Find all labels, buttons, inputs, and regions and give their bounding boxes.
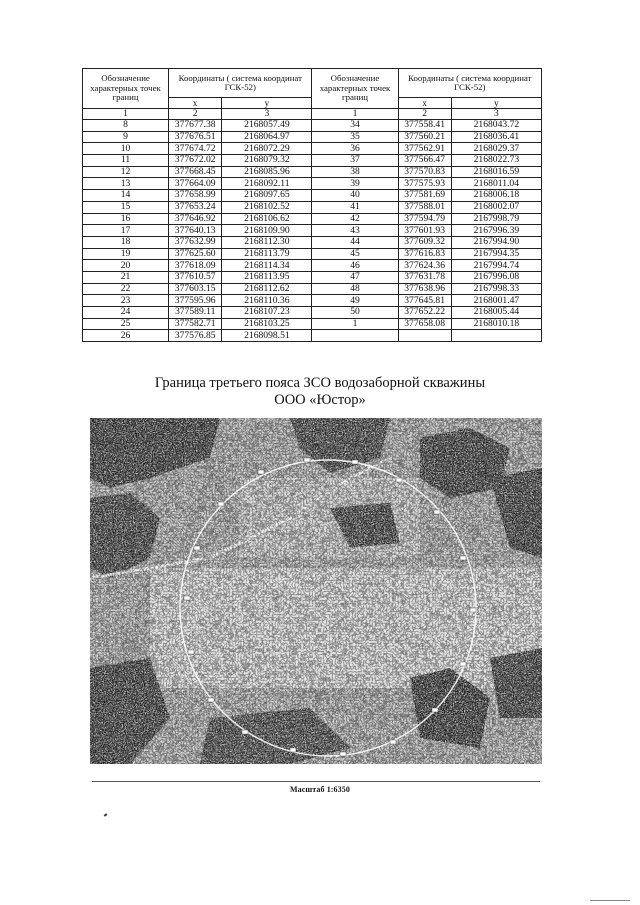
coord-y-cell: 2168085.96 [222,166,312,178]
point-id-cell: 8 [83,120,169,132]
coord-x-cell: 377646.92 [169,213,222,225]
coord-y-cell: 2168102.52 [222,201,312,213]
coord-y-cell: 2167994.35 [451,248,541,260]
coord-y-cell: 2168006.18 [451,190,541,202]
coord-y-cell: 2168103.25 [222,318,312,330]
table-row [83,143,542,155]
map-title: Граница третьего пояса ЗСО водозаборной скважины [154,375,486,391]
point-id-cell: 40 [312,190,398,202]
coord-y-cell: 2168005.44 [451,307,541,319]
table-row [83,190,542,202]
table-row [83,131,542,143]
point-id-cell: 46 [312,260,398,272]
footer-rule [590,900,630,901]
coord-x-cell: 377558.41 [398,120,451,132]
point-id-cell: 20 [83,260,169,272]
coord-x-cell: 377668.45 [169,166,222,178]
coord-x-cell: 377631.78 [398,271,451,283]
coord-x-cell: 377618.09 [169,260,222,272]
coord-y-cell: 2168079.32 [222,155,312,167]
header-x-right: x [398,98,451,109]
point-id-cell: 16 [83,213,169,225]
coord-y-cell: 2168010.18 [451,318,541,330]
coord-x-cell: 377610.57 [169,271,222,283]
header-y-left: y [222,98,312,109]
point-id-cell: 26 [83,330,169,342]
coord-y-cell: 2168011.04 [451,178,541,190]
point-id-cell: 14 [83,190,169,202]
coord-x-cell: 377601.93 [398,225,451,237]
coord-x-cell: 377570.83 [398,166,451,178]
table-row [83,166,542,178]
table-row [83,236,542,248]
col-number: 3 [222,109,312,120]
coord-x-cell: 377581.69 [398,190,451,202]
coord-y-cell: 2167994.74 [451,260,541,272]
table-row [83,201,542,213]
scale-divider [92,781,540,782]
aerial-map-image [90,418,542,764]
point-id-cell: 25 [83,318,169,330]
point-id-cell: 42 [312,213,398,225]
coord-x-cell: 377625.60 [169,248,222,260]
col-number: 1 [83,109,169,120]
header-coords-right: Координаты ( система координат ГСК-52) [398,69,541,98]
coord-x-cell: 377653.24 [169,201,222,213]
table-row [83,283,542,295]
coord-x-cell: 377575.93 [398,178,451,190]
point-id-cell: 41 [312,201,398,213]
point-id-cell: 49 [312,295,398,307]
point-id-cell: 1 [312,318,398,330]
point-id-cell: 37 [312,155,398,167]
point-id-cell: 36 [312,143,398,155]
coord-y-cell: 2168064.97 [222,131,312,143]
coord-x-cell: 377589.11 [169,307,222,319]
point-id-cell: 21 [83,271,169,283]
table-row [83,178,542,190]
coord-y-cell: 2168109.90 [222,225,312,237]
coord-x-cell: 377658.08 [398,318,451,330]
coord-y-cell: 2168114.34 [222,260,312,272]
point-id-cell: 13 [83,178,169,190]
point-id-cell: 11 [83,155,169,167]
coord-y-cell: 2168106.62 [222,213,312,225]
point-id-cell: 22 [83,283,169,295]
coord-x-cell: 377638.96 [398,283,451,295]
coord-x-cell: 377624.36 [398,260,451,272]
table-row [83,330,542,342]
coord-y-cell: 2168036.41 [451,131,541,143]
coord-x-cell: 377576.85 [169,330,222,342]
coord-y-cell: 2168112.62 [222,283,312,295]
coord-y-cell: 2167998.33 [451,283,541,295]
header-point-right: Обозначение характерных точек границ [312,69,398,109]
point-id-cell: 24 [83,307,169,319]
coord-x-cell: 377588.01 [398,201,451,213]
table-row [83,248,542,260]
coord-y-cell: 2168098.51 [222,330,312,342]
table-row [83,295,542,307]
header-x-left: x [169,98,222,109]
coord-y-cell: 2168097.65 [222,190,312,202]
point-id-cell: 43 [312,225,398,237]
coord-x-cell: 377566.47 [398,155,451,167]
point-id-cell: 23 [83,295,169,307]
point-id-cell: 15 [83,201,169,213]
coord-y-cell: 2168022.73 [451,155,541,167]
point-id-cell: 35 [312,131,398,143]
coord-x-cell [398,330,451,342]
coord-y-cell: 2168072.29 [222,143,312,155]
coord-x-cell: 377672.02 [169,155,222,167]
point-id-cell: 34 [312,120,398,132]
point-id-cell: 47 [312,271,398,283]
point-id-cell [312,330,398,342]
coord-y-cell: 2167996.08 [451,271,541,283]
scan-mark [104,813,108,816]
table-row [83,120,542,132]
point-id-cell: 50 [312,307,398,319]
header-y-right: y [451,98,541,109]
coord-y-cell: 2168043.72 [451,120,541,132]
coord-x-cell: 377652.22 [398,307,451,319]
map-subtitle: ООО «Юстор» [274,392,366,408]
coord-x-cell: 377677.38 [169,120,222,132]
coord-y-cell: 2168002.07 [451,201,541,213]
coord-y-cell: 2168016.59 [451,166,541,178]
coord-y-cell: 2168113.95 [222,271,312,283]
col-number: 2 [169,109,222,120]
point-id-cell: 18 [83,236,169,248]
col-number: 3 [451,109,541,120]
table-row [83,318,542,330]
coord-y-cell [451,330,541,342]
coord-y-cell: 2167996.39 [451,225,541,237]
coord-y-cell: 2168112.30 [222,236,312,248]
point-id-cell: 10 [83,143,169,155]
coord-y-cell: 2168107.23 [222,307,312,319]
col-number: 2 [398,109,451,120]
coord-x-cell: 377640.13 [169,225,222,237]
coord-x-cell: 377664.09 [169,178,222,190]
coord-x-cell: 377674.72 [169,143,222,155]
coord-x-cell: 377603.15 [169,283,222,295]
table-row [83,155,542,167]
table-row [83,213,542,225]
table-row [83,260,542,272]
coord-y-cell: 2168110.36 [222,295,312,307]
coord-y-cell: 2167998.79 [451,213,541,225]
coord-x-cell: 377595.96 [169,295,222,307]
point-id-cell: 17 [83,225,169,237]
point-id-cell: 39 [312,178,398,190]
coord-y-cell: 2168113.79 [222,248,312,260]
point-id-cell: 38 [312,166,398,178]
coord-x-cell: 377645.81 [398,295,451,307]
coord-y-cell: 2168092.11 [222,178,312,190]
coord-x-cell: 377658.99 [169,190,222,202]
point-id-cell: 44 [312,236,398,248]
point-id-cell: 48 [312,283,398,295]
coord-y-cell: 2167994.90 [451,236,541,248]
coordinates-table [82,68,542,342]
point-id-cell: 45 [312,248,398,260]
table-row [83,271,542,283]
coord-y-cell: 2168001.47 [451,295,541,307]
scale-label: Масштаб 1:6350 [290,785,350,794]
coord-x-cell: 377562.91 [398,143,451,155]
header-point-left: Обозначение характерных точек границ [83,69,169,109]
coord-x-cell: 377616.83 [398,248,451,260]
coord-x-cell: 377560.21 [398,131,451,143]
point-id-cell: 9 [83,131,169,143]
table-row [83,307,542,319]
coord-y-cell: 2168029.37 [451,143,541,155]
point-id-cell: 12 [83,166,169,178]
coord-x-cell: 377609.32 [398,236,451,248]
header-coords-left: Координаты ( система координат ГСК-52) [169,69,312,98]
coord-x-cell: 377594.79 [398,213,451,225]
coord-x-cell: 377676.51 [169,131,222,143]
col-number: 1 [312,109,398,120]
point-id-cell: 19 [83,248,169,260]
coord-x-cell: 377632.99 [169,236,222,248]
coord-y-cell: 2168057.49 [222,120,312,132]
aerial-photo [90,418,542,764]
coord-x-cell: 377582.71 [169,318,222,330]
table-row [83,225,542,237]
